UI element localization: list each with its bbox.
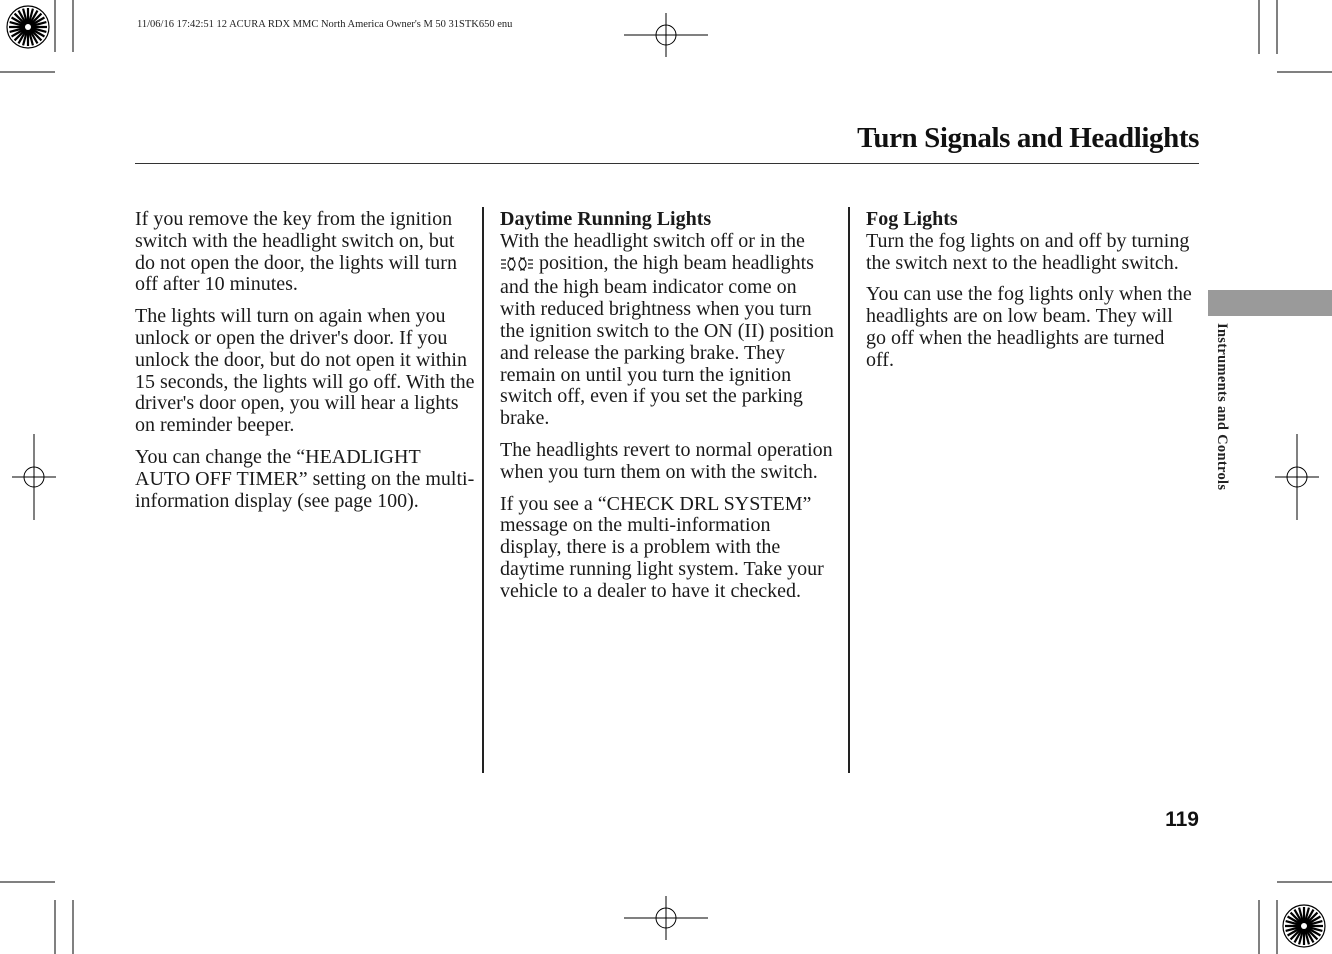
paragraph: If you see a “CHECK DRL SYSTEM” message on the multi-information display, there is a problem with the daytime running light system. Take your vehicle to a dealer to have it checked. [500,492,824,602]
column-2 [500,209,835,613]
column-divider [848,207,850,773]
paragraph: If you remove the key from the ignition switch with the headlight switch on, but do not open the door, the lights will turn off after 10 minutes. [135,208,457,296]
section-tab-label: Instruments and Controls [1214,323,1230,491]
paragraph: Turn the fog lights on and off by turning the switch next to the headlight switch. [866,229,1190,274]
page-number: 119 [1165,808,1199,831]
column-1 [135,209,475,522]
print-info: 11/06/16 17:42:51 12 ACURA RDX MMC North America Owner's M 50 31STK650 enu [137,19,513,30]
title-divider [135,163,1199,164]
paragraph [500,231,835,430]
starburst-icon [7,6,49,48]
text-span: With the headlight switch off or in the [500,229,805,252]
section-tab [1208,290,1332,316]
section-heading-drl: Daytime Running Lights [500,208,712,230]
starburst-icon [1283,905,1325,947]
column-3 [866,209,1196,382]
crosshair-icon [1275,434,1319,520]
column-divider [482,207,484,773]
section-heading-fog-lights: Fog Lights [866,208,958,230]
crosshair-icon [624,13,708,57]
text-span: position, the high beam headlights and the high beam indicator come on with reduced brightness when you turn the ignition switch to the ON (II) position and release the parking brake. They remain on until you turn the ignition switch off, even if you set the parking brake. [500,251,834,430]
paragraph: You can use the fog lights only when the headlights are on low beam. They will go off when the headlights are turned off. [866,283,1192,371]
crosshair-icon [624,896,708,940]
page-title: Turn Signals and Headlights [857,122,1199,154]
paragraph: You can change the “HEADLIGHT AUTO OFF TIMER” setting on the multi-information display (see page 100). [135,445,475,512]
paragraph: The headlights revert to normal operation when you turn them on with the switch. [500,438,833,483]
paragraph: The lights will turn on again when you unlock or open the driver's door. If you unlock the door, but do not open it within 15 seconds, the lights will go off. With the driver's door open, you will hear a lights on reminder beeper. [135,305,475,437]
crosshair-icon [12,434,56,520]
parking-lights-icon [500,256,534,278]
